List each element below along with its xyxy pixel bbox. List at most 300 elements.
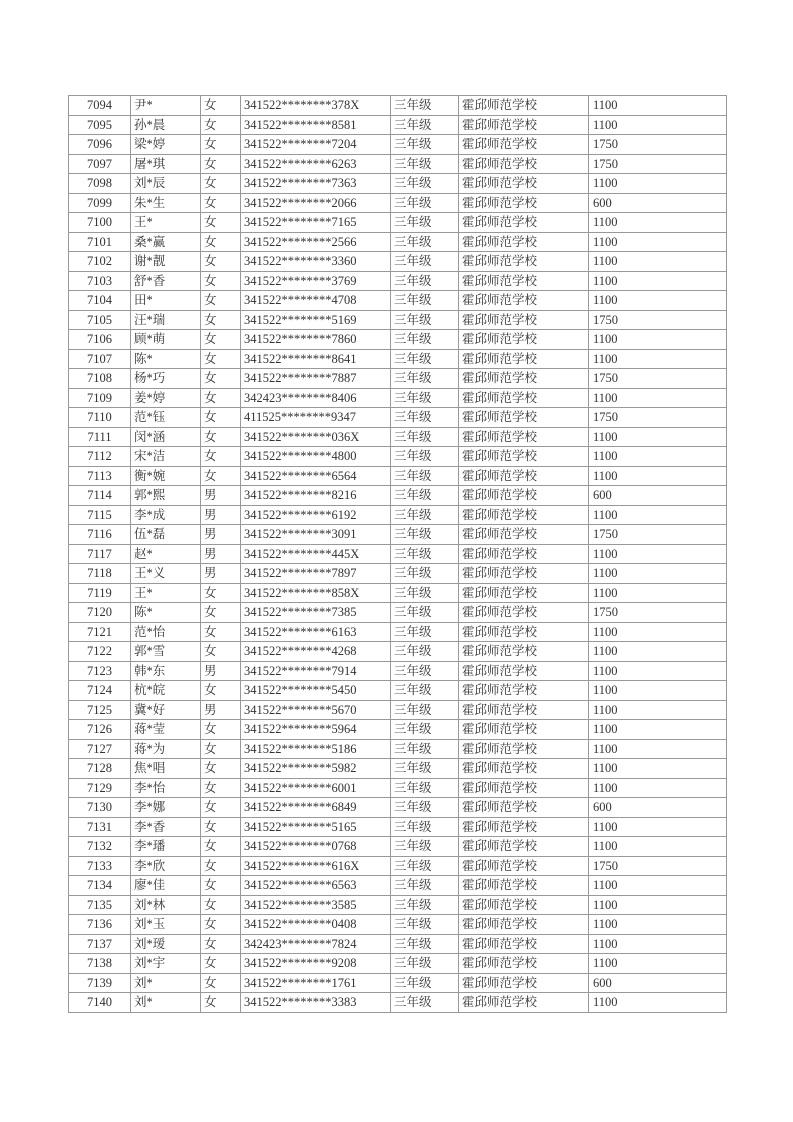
cell-school: 霍邱师范学校 (459, 915, 589, 935)
cell-gender: 女 (201, 271, 241, 291)
cell-amount: 1100 (589, 174, 727, 194)
cell-grade: 三年级 (391, 486, 459, 506)
cell-gender: 女 (201, 954, 241, 974)
table-body (69, 96, 727, 1013)
cell-name: 刘*瑷 (131, 934, 201, 954)
cell-gender: 女 (201, 213, 241, 233)
cell-gender: 女 (201, 817, 241, 837)
cell-id_number: 341522********5165 (241, 817, 391, 837)
table-row (69, 505, 727, 525)
cell-name: 李*香 (131, 817, 201, 837)
cell-gender: 女 (201, 408, 241, 428)
cell-id_number: 341522********3383 (241, 993, 391, 1013)
cell-school: 霍邱师范学校 (459, 603, 589, 623)
cell-gender: 女 (201, 895, 241, 915)
cell-school: 霍邱师范学校 (459, 934, 589, 954)
cell-grade: 三年级 (391, 817, 459, 837)
cell-amount: 1100 (589, 817, 727, 837)
cell-grade: 三年级 (391, 876, 459, 896)
cell-grade: 三年级 (391, 115, 459, 135)
cell-grade: 三年级 (391, 973, 459, 993)
cell-name: 王* (131, 583, 201, 603)
cell-grade: 三年级 (391, 622, 459, 642)
cell-amount: 1100 (589, 993, 727, 1013)
cell-id_number: 341522********616X (241, 856, 391, 876)
cell-amount: 1100 (589, 349, 727, 369)
cell-school: 霍邱师范学校 (459, 622, 589, 642)
cell-serial: 7132 (69, 837, 131, 857)
cell-serial: 7116 (69, 525, 131, 545)
cell-gender: 女 (201, 427, 241, 447)
cell-grade: 三年级 (391, 193, 459, 213)
cell-id_number: 341522********5670 (241, 700, 391, 720)
cell-name: 范*钰 (131, 408, 201, 428)
cell-serial: 7139 (69, 973, 131, 993)
cell-name: 冀*好 (131, 700, 201, 720)
table-row (69, 525, 727, 545)
table-row (69, 96, 727, 116)
cell-gender: 女 (201, 174, 241, 194)
cell-grade: 三年级 (391, 135, 459, 155)
cell-gender: 女 (201, 681, 241, 701)
cell-grade: 三年级 (391, 96, 459, 116)
cell-amount: 1100 (589, 661, 727, 681)
cell-id_number: 341522********6163 (241, 622, 391, 642)
cell-serial: 7122 (69, 642, 131, 662)
cell-school: 霍邱师范学校 (459, 895, 589, 915)
cell-grade: 三年级 (391, 661, 459, 681)
cell-gender: 女 (201, 369, 241, 389)
cell-gender: 女 (201, 252, 241, 272)
cell-grade: 三年级 (391, 271, 459, 291)
cell-amount: 1100 (589, 505, 727, 525)
cell-gender: 女 (201, 583, 241, 603)
cell-gender: 女 (201, 622, 241, 642)
cell-amount: 1750 (589, 135, 727, 155)
cell-school: 霍邱师范学校 (459, 252, 589, 272)
cell-gender: 女 (201, 973, 241, 993)
cell-grade: 三年级 (391, 388, 459, 408)
cell-serial: 7138 (69, 954, 131, 974)
cell-id_number: 341522********5964 (241, 720, 391, 740)
table-row (69, 759, 727, 779)
cell-serial: 7115 (69, 505, 131, 525)
cell-serial: 7099 (69, 193, 131, 213)
cell-grade: 三年级 (391, 427, 459, 447)
cell-school: 霍邱师范学校 (459, 544, 589, 564)
cell-id_number: 342423********7824 (241, 934, 391, 954)
cell-amount: 1100 (589, 759, 727, 779)
table-row (69, 720, 727, 740)
cell-serial: 7110 (69, 408, 131, 428)
cell-amount: 600 (589, 486, 727, 506)
cell-serial: 7097 (69, 154, 131, 174)
cell-name: 谢*靓 (131, 252, 201, 272)
cell-id_number: 341522********4800 (241, 447, 391, 467)
cell-name: 闵*涵 (131, 427, 201, 447)
cell-serial: 7109 (69, 388, 131, 408)
cell-amount: 1100 (589, 115, 727, 135)
cell-grade: 三年级 (391, 505, 459, 525)
cell-id_number: 341522********5186 (241, 739, 391, 759)
cell-school: 霍邱师范学校 (459, 720, 589, 740)
cell-grade: 三年级 (391, 213, 459, 233)
cell-name: 陈* (131, 603, 201, 623)
cell-id_number: 341522********858X (241, 583, 391, 603)
cell-serial: 7127 (69, 739, 131, 759)
cell-id_number: 341522********5982 (241, 759, 391, 779)
cell-school: 霍邱师范学校 (459, 369, 589, 389)
cell-school: 霍邱师范学校 (459, 525, 589, 545)
table-row (69, 271, 727, 291)
table-row (69, 544, 727, 564)
cell-school: 霍邱师范学校 (459, 447, 589, 467)
cell-name: 刘*辰 (131, 174, 201, 194)
cell-school: 霍邱师范学校 (459, 193, 589, 213)
table-row (69, 837, 727, 857)
cell-serial: 7133 (69, 856, 131, 876)
table-row (69, 642, 727, 662)
cell-id_number: 341522********8641 (241, 349, 391, 369)
cell-amount: 1100 (589, 388, 727, 408)
cell-amount: 1100 (589, 720, 727, 740)
cell-id_number: 341522********445X (241, 544, 391, 564)
cell-serial: 7106 (69, 330, 131, 350)
cell-grade: 三年级 (391, 993, 459, 1013)
cell-name: 李*欣 (131, 856, 201, 876)
cell-id_number: 411525********9347 (241, 408, 391, 428)
cell-name: 桑*赢 (131, 232, 201, 252)
cell-grade: 三年级 (391, 895, 459, 915)
cell-grade: 三年级 (391, 700, 459, 720)
cell-grade: 三年级 (391, 291, 459, 311)
cell-school: 霍邱师范学校 (459, 291, 589, 311)
cell-grade: 三年级 (391, 798, 459, 818)
table-row (69, 193, 727, 213)
table-row (69, 252, 727, 272)
cell-school: 霍邱师范学校 (459, 681, 589, 701)
cell-name: 李*璠 (131, 837, 201, 857)
cell-grade: 三年级 (391, 252, 459, 272)
table-row (69, 466, 727, 486)
cell-name: 焦*唱 (131, 759, 201, 779)
cell-serial: 7125 (69, 700, 131, 720)
cell-school: 霍邱师范学校 (459, 505, 589, 525)
cell-serial: 7098 (69, 174, 131, 194)
table-row (69, 876, 727, 896)
cell-serial: 7100 (69, 213, 131, 233)
cell-id_number: 341522********5450 (241, 681, 391, 701)
cell-id_number: 341522********3585 (241, 895, 391, 915)
cell-amount: 1100 (589, 252, 727, 272)
table-row (69, 700, 727, 720)
student-subsidy-table (68, 95, 727, 1013)
cell-gender: 女 (201, 193, 241, 213)
cell-name: 刘*林 (131, 895, 201, 915)
cell-amount: 1750 (589, 408, 727, 428)
cell-amount: 1100 (589, 466, 727, 486)
cell-serial: 7121 (69, 622, 131, 642)
cell-school: 霍邱师范学校 (459, 954, 589, 974)
cell-id_number: 341522********378X (241, 96, 391, 116)
cell-amount: 1100 (589, 895, 727, 915)
cell-grade: 三年级 (391, 583, 459, 603)
table-row (69, 603, 727, 623)
cell-gender: 女 (201, 154, 241, 174)
table-row (69, 798, 727, 818)
cell-amount: 1100 (589, 954, 727, 974)
cell-amount: 1750 (589, 603, 727, 623)
cell-name: 宋*洁 (131, 447, 201, 467)
cell-amount: 1100 (589, 583, 727, 603)
cell-id_number: 341522********6849 (241, 798, 391, 818)
cell-gender: 女 (201, 349, 241, 369)
cell-id_number: 341522********6564 (241, 466, 391, 486)
cell-gender: 女 (201, 876, 241, 896)
cell-grade: 三年级 (391, 837, 459, 857)
cell-name: 伍*磊 (131, 525, 201, 545)
cell-serial: 7095 (69, 115, 131, 135)
table-row (69, 622, 727, 642)
table-row (69, 291, 727, 311)
cell-amount: 1100 (589, 739, 727, 759)
cell-amount: 600 (589, 193, 727, 213)
cell-id_number: 341522********3360 (241, 252, 391, 272)
cell-school: 霍邱师范学校 (459, 154, 589, 174)
cell-id_number: 341522********5169 (241, 310, 391, 330)
cell-name: 刘*宇 (131, 954, 201, 974)
cell-serial: 7128 (69, 759, 131, 779)
cell-name: 孙*晨 (131, 115, 201, 135)
cell-name: 汪*瑞 (131, 310, 201, 330)
cell-name: 李*怡 (131, 778, 201, 798)
cell-name: 杨*巧 (131, 369, 201, 389)
cell-grade: 三年级 (391, 369, 459, 389)
cell-serial: 7120 (69, 603, 131, 623)
cell-id_number: 341522********6192 (241, 505, 391, 525)
cell-id_number: 341522********7165 (241, 213, 391, 233)
cell-id_number: 341522********8216 (241, 486, 391, 506)
cell-id_number: 341522********6263 (241, 154, 391, 174)
cell-name: 尹* (131, 96, 201, 116)
cell-serial: 7130 (69, 798, 131, 818)
cell-serial: 7126 (69, 720, 131, 740)
cell-amount: 1750 (589, 525, 727, 545)
cell-id_number: 341522********2566 (241, 232, 391, 252)
cell-gender: 女 (201, 96, 241, 116)
cell-serial: 7119 (69, 583, 131, 603)
cell-name: 顾*萌 (131, 330, 201, 350)
cell-amount: 1100 (589, 876, 727, 896)
table-row (69, 973, 727, 993)
cell-school: 霍邱师范学校 (459, 427, 589, 447)
cell-gender: 男 (201, 505, 241, 525)
cell-id_number: 341522********8581 (241, 115, 391, 135)
cell-amount: 1100 (589, 564, 727, 584)
cell-name: 王* (131, 213, 201, 233)
cell-serial: 7135 (69, 895, 131, 915)
table-row (69, 778, 727, 798)
table-row (69, 817, 727, 837)
cell-amount: 1100 (589, 642, 727, 662)
cell-name: 姜*婷 (131, 388, 201, 408)
cell-gender: 男 (201, 661, 241, 681)
cell-gender: 女 (201, 447, 241, 467)
cell-id_number: 341522********1761 (241, 973, 391, 993)
table-row (69, 856, 727, 876)
cell-serial: 7117 (69, 544, 131, 564)
cell-amount: 1100 (589, 544, 727, 564)
cell-gender: 女 (201, 778, 241, 798)
cell-grade: 三年级 (391, 720, 459, 740)
table-row (69, 564, 727, 584)
cell-grade: 三年级 (391, 349, 459, 369)
table-row (69, 213, 727, 233)
cell-amount: 1100 (589, 778, 727, 798)
table-row (69, 388, 727, 408)
table-row (69, 895, 727, 915)
cell-school: 霍邱师范学校 (459, 330, 589, 350)
cell-grade: 三年级 (391, 330, 459, 350)
table-row (69, 681, 727, 701)
cell-id_number: 342423********8406 (241, 388, 391, 408)
cell-gender: 女 (201, 798, 241, 818)
cell-id_number: 341522********7887 (241, 369, 391, 389)
cell-grade: 三年级 (391, 778, 459, 798)
cell-gender: 男 (201, 544, 241, 564)
cell-serial: 7102 (69, 252, 131, 272)
cell-amount: 1100 (589, 271, 727, 291)
cell-school: 霍邱师范学校 (459, 213, 589, 233)
cell-grade: 三年级 (391, 154, 459, 174)
cell-name: 朱*生 (131, 193, 201, 213)
cell-amount: 1100 (589, 330, 727, 350)
cell-grade: 三年级 (391, 642, 459, 662)
cell-name: 王*义 (131, 564, 201, 584)
cell-school: 霍邱师范学校 (459, 876, 589, 896)
cell-school: 霍邱师范学校 (459, 349, 589, 369)
cell-grade: 三年级 (391, 603, 459, 623)
cell-amount: 1750 (589, 310, 727, 330)
cell-gender: 女 (201, 720, 241, 740)
cell-grade: 三年级 (391, 447, 459, 467)
cell-name: 衡*婉 (131, 466, 201, 486)
cell-school: 霍邱师范学校 (459, 778, 589, 798)
table-row (69, 135, 727, 155)
cell-name: 范*怡 (131, 622, 201, 642)
cell-school: 霍邱师范学校 (459, 232, 589, 252)
cell-school: 霍邱师范学校 (459, 642, 589, 662)
cell-serial: 7112 (69, 447, 131, 467)
cell-gender: 女 (201, 993, 241, 1013)
cell-serial: 7101 (69, 232, 131, 252)
cell-gender: 女 (201, 330, 241, 350)
cell-gender: 女 (201, 934, 241, 954)
cell-name: 廖*佳 (131, 876, 201, 896)
cell-id_number: 341522********4708 (241, 291, 391, 311)
table-row (69, 954, 727, 974)
cell-gender: 女 (201, 603, 241, 623)
cell-school: 霍邱师范学校 (459, 759, 589, 779)
cell-school: 霍邱师范学校 (459, 96, 589, 116)
cell-id_number: 341522********036X (241, 427, 391, 447)
cell-name: 陈* (131, 349, 201, 369)
cell-amount: 1100 (589, 213, 727, 233)
table-row (69, 934, 727, 954)
cell-amount: 1100 (589, 915, 727, 935)
cell-serial: 7137 (69, 934, 131, 954)
cell-amount: 1100 (589, 622, 727, 642)
cell-amount: 1100 (589, 700, 727, 720)
cell-school: 霍邱师范学校 (459, 408, 589, 428)
cell-serial: 7111 (69, 427, 131, 447)
cell-name: 田* (131, 291, 201, 311)
cell-school: 霍邱师范学校 (459, 973, 589, 993)
cell-name: 蒋*莹 (131, 720, 201, 740)
cell-gender: 男 (201, 486, 241, 506)
table-row (69, 486, 727, 506)
cell-name: 赵* (131, 544, 201, 564)
cell-school: 霍邱师范学校 (459, 388, 589, 408)
cell-gender: 女 (201, 466, 241, 486)
cell-grade: 三年级 (391, 525, 459, 545)
cell-id_number: 341522********0408 (241, 915, 391, 935)
cell-gender: 女 (201, 291, 241, 311)
table-row (69, 739, 727, 759)
cell-gender: 女 (201, 915, 241, 935)
cell-grade: 三年级 (391, 681, 459, 701)
cell-grade: 三年级 (391, 954, 459, 974)
cell-serial: 7105 (69, 310, 131, 330)
cell-serial: 7134 (69, 876, 131, 896)
cell-gender: 女 (201, 837, 241, 857)
cell-id_number: 341522********9208 (241, 954, 391, 974)
cell-id_number: 341522********6001 (241, 778, 391, 798)
cell-grade: 三年级 (391, 232, 459, 252)
cell-gender: 男 (201, 700, 241, 720)
table-row (69, 915, 727, 935)
cell-school: 霍邱师范学校 (459, 135, 589, 155)
table-row (69, 330, 727, 350)
cell-id_number: 341522********3769 (241, 271, 391, 291)
cell-school: 霍邱师范学校 (459, 661, 589, 681)
cell-grade: 三年级 (391, 544, 459, 564)
cell-name: 杭*皖 (131, 681, 201, 701)
cell-school: 霍邱师范学校 (459, 486, 589, 506)
cell-grade: 三年级 (391, 759, 459, 779)
cell-id_number: 341522********4268 (241, 642, 391, 662)
cell-gender: 女 (201, 759, 241, 779)
table-row (69, 583, 727, 603)
cell-grade: 三年级 (391, 856, 459, 876)
cell-grade: 三年级 (391, 564, 459, 584)
cell-name: 李*成 (131, 505, 201, 525)
cell-serial: 7113 (69, 466, 131, 486)
cell-gender: 男 (201, 525, 241, 545)
cell-serial: 7108 (69, 369, 131, 389)
cell-serial: 7096 (69, 135, 131, 155)
cell-gender: 女 (201, 310, 241, 330)
cell-gender: 女 (201, 388, 241, 408)
cell-amount: 1100 (589, 232, 727, 252)
cell-school: 霍邱师范学校 (459, 817, 589, 837)
cell-amount: 1100 (589, 291, 727, 311)
table-row (69, 993, 727, 1013)
cell-serial: 7131 (69, 817, 131, 837)
cell-serial: 7123 (69, 661, 131, 681)
cell-school: 霍邱师范学校 (459, 856, 589, 876)
cell-school: 霍邱师范学校 (459, 174, 589, 194)
